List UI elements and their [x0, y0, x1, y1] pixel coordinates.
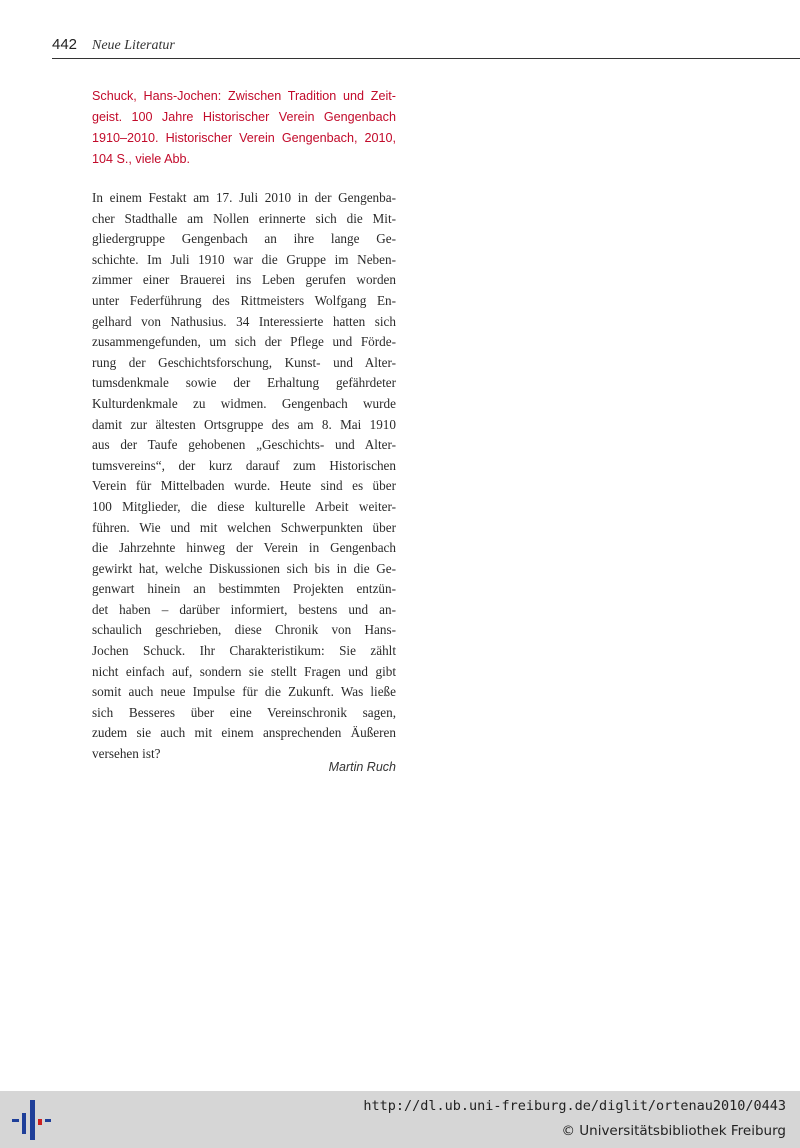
- review-line: Jochen Schuck. Ihr Charakteristikum: Sie zählt: [92, 643, 396, 659]
- review-line: 100 Mitglieder, die diese kulturelle Arbeit weiter-: [92, 498, 396, 514]
- review-line: In einem Festakt am 17. Juli 2010 in der Gengenba-: [92, 190, 396, 205]
- review-line: tumsdenkmale sowie der Erhaltung gefährdeter: [92, 375, 396, 391]
- footer-bar: [0, 1091, 800, 1148]
- review-line: gliedergruppe Gengenbach an ihre lange Ge-: [92, 231, 396, 247]
- footer-copyright: © Universitätsbibliothek Freiburg: [561, 1123, 786, 1139]
- review-line: cher Stadthalle am Nollen erinnerte sich die Mit-: [92, 210, 396, 226]
- review-line: versehen ist?: [92, 746, 161, 762]
- review-line: zusammengefunden, um sich der Pflege und Förde-: [92, 334, 396, 350]
- review-line: somit auch neue Impulse für die Zukunft. Was ließe: [92, 684, 396, 700]
- review-line: damit zur ältesten Ortsgruppe des am 8. Mai 1910: [92, 416, 396, 432]
- review-line: zudem sie auch mit einem ansprechenden Äußeren: [92, 725, 396, 741]
- review-line: Kulturdenkmale zu widmen. Gengenbach wurde: [92, 395, 396, 411]
- book-reference: [92, 86, 396, 170]
- review-line: aus der Taufe gehobenen „Geschichts- und Alter-: [92, 437, 396, 453]
- review-line: gewirkt hat, welche Diskussionen sich bis in die Ge-: [92, 560, 396, 576]
- review-line: det haben – darüber informiert, bestens und an-: [92, 601, 396, 617]
- review-line: Verein für Mittelbaden wurde. Heute sind es über: [92, 478, 396, 494]
- section-title: Neue Literatur: [92, 38, 175, 53]
- running-head: [52, 38, 800, 59]
- review-text: [92, 188, 396, 765]
- page-number: 442: [52, 36, 78, 53]
- review-line: unter Federführung des Rittmeisters Wolfgang En-: [92, 292, 396, 308]
- review-line: die Jahrzehnte hinweg der Verein in Gengenbach: [92, 540, 396, 556]
- review-line: genwart hinein an bestimmten Projekten entzün-: [92, 581, 396, 597]
- review-line: zimmer einer Brauerei ins Leben gerufen worden: [92, 272, 396, 288]
- book-reference-line: geist. 100 Jahre Historischer Verein Gengenbach: [92, 110, 396, 124]
- review-line: schaulich geschrieben, diese Chronik von Hans-: [92, 622, 396, 638]
- review-line: rung der Geschichtsforschung, Kunst- und Alter-: [92, 354, 396, 370]
- review-line: tumsvereins“, der kurz darauf zum Historischen: [92, 457, 396, 473]
- ub-freiburg-logo-icon: [12, 1100, 52, 1140]
- review-line: schichte. Im Juli 1910 war die Gruppe im Neben-: [92, 251, 396, 267]
- book-reference-line: Schuck, Hans-Jochen: Zwischen Tradition und Zeit-: [92, 89, 396, 103]
- book-reference-line: 1910–2010. Historischer Verein Gengenbach, 2010,: [92, 131, 396, 145]
- review-line: sich Besseres über eine Vereinschronik sagen,: [92, 704, 396, 720]
- review-line: führen. Wie und mit welchen Schwerpunkten über: [92, 519, 396, 535]
- review-line: nicht einfach auf, sondern sie stellt Fragen und gibt: [92, 663, 396, 679]
- review-line: gelhard von Nathusius. 34 Interessierte hatten sich: [92, 313, 396, 329]
- review-author: Martin Ruch: [328, 760, 396, 774]
- book-reference-line: 104 S., viele Abb.: [92, 152, 191, 166]
- footer-url-link[interactable]: http://dl.ub.uni-freiburg.de/diglit/ortenau2010/0443: [363, 1098, 786, 1114]
